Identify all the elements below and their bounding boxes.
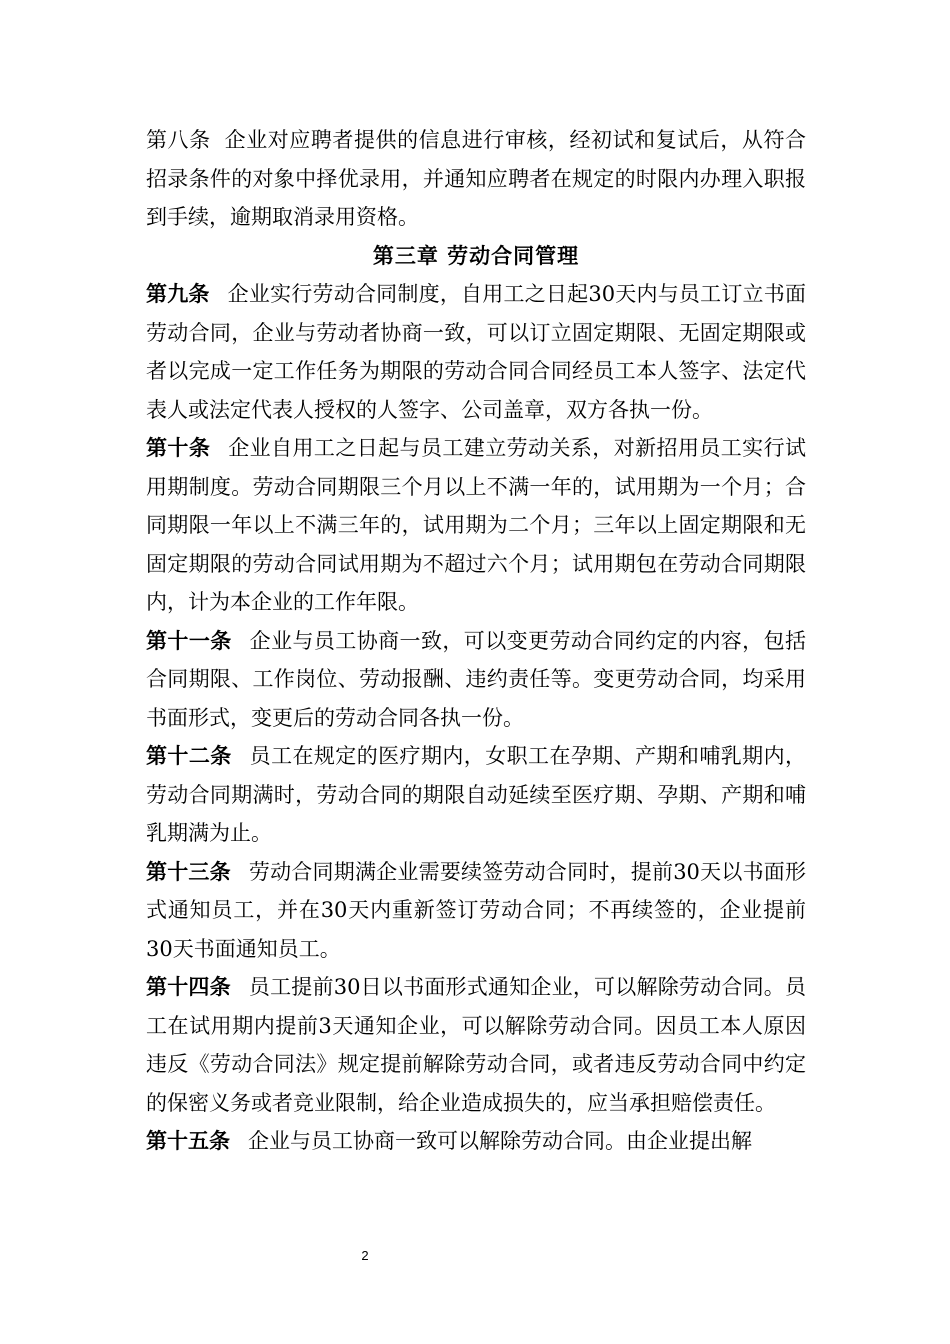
article-text: 企业自用工之日起与员工建立劳动关系，对新招用员工实行试用期制度。劳动合同期限三个月以上不满一年的，试用期为一个月；合同期限一年以上不满三年的，试用期为二个月；三年以上固定期限和无固定期限的劳动合同试用期为不超过六个月；试用期包在劳动合同期限内，计为本企业的工作年限。 xyxy=(146,436,807,614)
chapter-heading: 第三章 劳动合同管理 xyxy=(372,243,580,268)
article-title: 第十三条 xyxy=(146,858,231,884)
article-text: 企业与员工协商一致，可以变更劳动合同约定的内容，包括合同期限、工作岗位、劳动报酬、违约责任等。变更劳动合同，均采用书面形式，变更后的劳动合同各执一份。 xyxy=(146,628,806,730)
article-title: 第九条 xyxy=(146,281,210,306)
document-body xyxy=(146,121,806,1161)
article-title: 第十四条 xyxy=(146,974,231,999)
article-text: 企业实行劳动合同制度，自用工之日起30天内与员工订立书面劳动合同，企业与劳动者协商一致，可以订立固定期限、无固定期限或者以完成一定工作任务为期限的劳动合同合同经员工本人签字、法定代表人或法定代表人授权的人签字、公司盖章，双方各执一份。 xyxy=(146,282,806,422)
article-title: 第十一条 xyxy=(146,627,232,653)
article-11 xyxy=(146,622,806,738)
article-text: 企业与员工协商一致可以解除劳动合同。由企业提出解 xyxy=(248,1129,752,1153)
article-15 xyxy=(146,1122,806,1161)
article-title: 第八条 xyxy=(146,128,211,152)
article-text: 企业对应聘者提供的信息进行审核，经初试和复试后，从符合招录条件的对象中择优录用，并通知应聘者在规定的时限内办理入职报到手续，逾期取消录用资格。 xyxy=(146,128,806,229)
article-14 xyxy=(146,968,806,1122)
article-text: 员工在规定的医疗期内，女职工在孕期、产期和哺乳期内，劳动合同期满时，劳动合同的期限自动延续至医疗期、孕期、产期和哺乳期满为止。 xyxy=(146,744,806,845)
article-10 xyxy=(146,429,806,622)
article-12 xyxy=(146,737,806,853)
article-13 xyxy=(146,853,806,969)
article-title: 第十条 xyxy=(146,435,211,460)
page-number: 2 xyxy=(361,1248,369,1263)
article-8 xyxy=(146,121,806,237)
article-text: 员工提前30日以书面形式通知企业，可以解除劳动合同。员工在试用期内提前3天通知企业，可以解除劳动合同。因员工本人原因违反《劳动合同法》规定提前解除劳动合同，或者违反劳动合同中约定的保密义务或者竞业限制，给企业造成损失的，应当承担赔偿责任。 xyxy=(146,975,806,1115)
article-title: 第十二条 xyxy=(146,743,232,768)
article-title: 第十五条 xyxy=(146,1128,230,1153)
article-text: 劳动合同期满企业需要续签劳动合同时，提前30天以书面形式通知员工，并在30天内重新签订劳动合同；不再续签的，企业提前30天书面通知员工。 xyxy=(146,859,806,961)
article-9 xyxy=(146,275,806,429)
